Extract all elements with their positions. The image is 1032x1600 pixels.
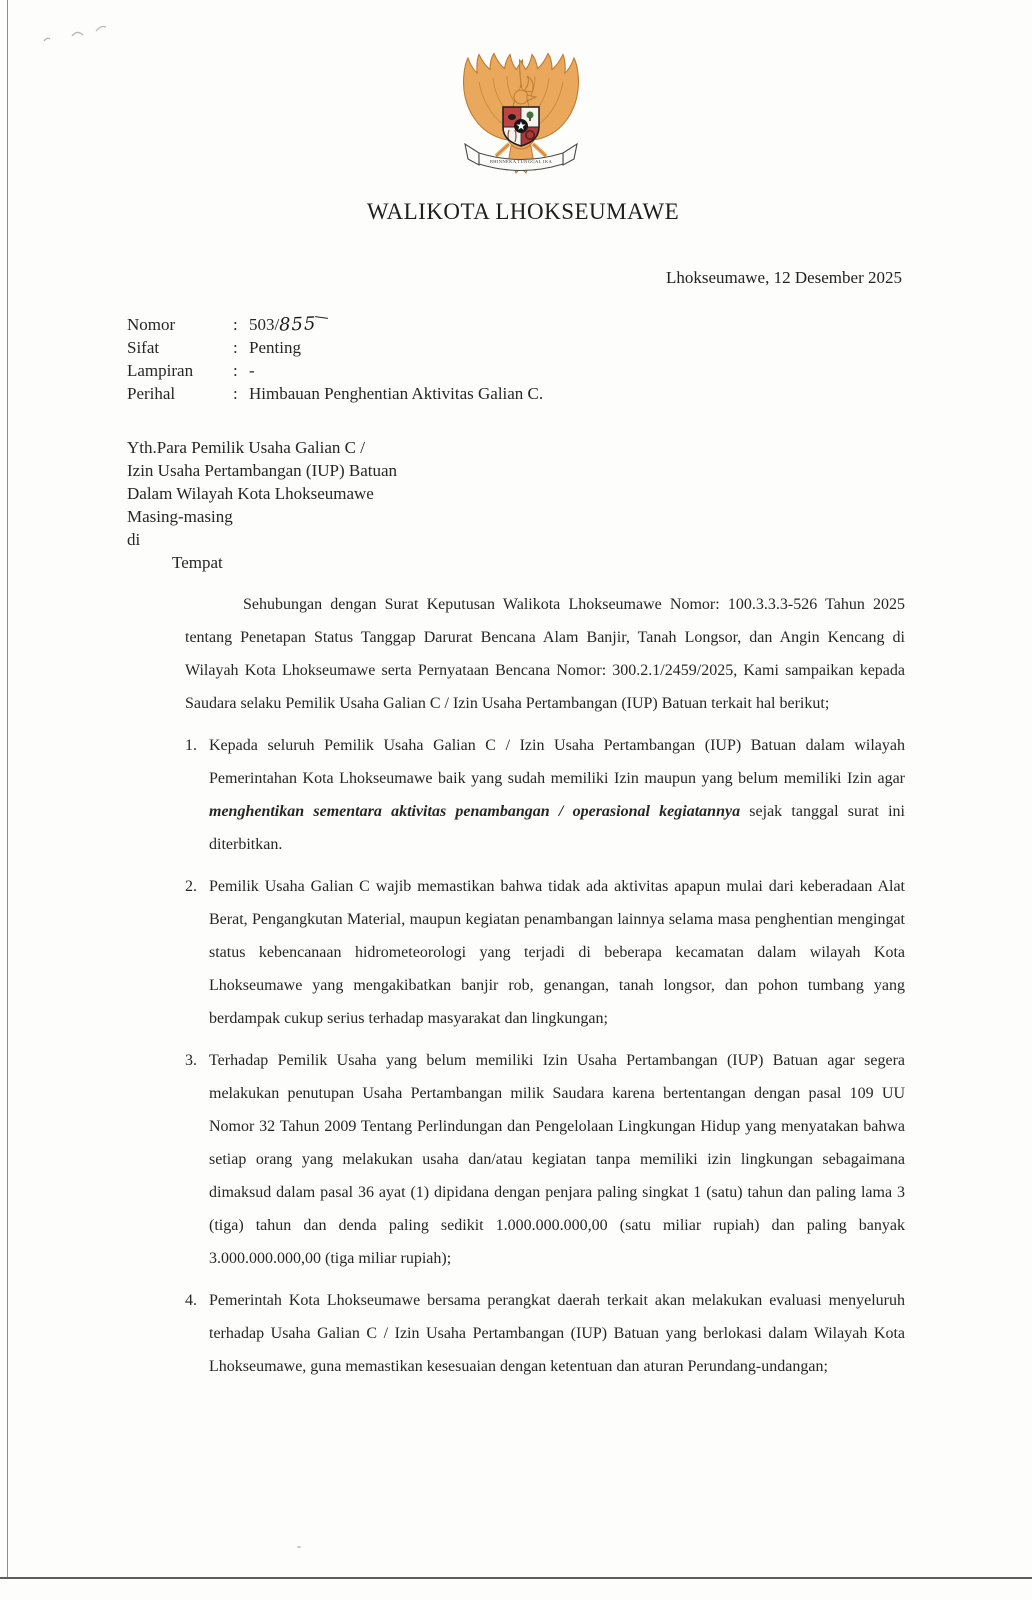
addressee-place: Tempat [172, 553, 223, 572]
meta-colon: : [233, 315, 238, 334]
letter-meta [127, 313, 543, 405]
garuda-pancasila-emblem [455, 52, 587, 186]
meta-value-handwritten: 855 [278, 313, 317, 336]
meta-value: - [249, 361, 255, 380]
item-number: 1. [185, 737, 197, 754]
scan-speck [297, 1546, 301, 1548]
item-number: 3. [185, 1052, 197, 1069]
letterhead-title: WALIKOTA LHOKSEUMAWE [366, 199, 680, 224]
item-1-text-after: sejak tanggal surat ini diterbitkan. [209, 803, 905, 853]
addressee-block [127, 436, 397, 574]
addressee-line: di [127, 530, 141, 549]
meta-colon: : [233, 384, 238, 403]
addressee-line: Izin Usaha Pertambangan (IUP) Batuan [127, 461, 398, 480]
dateline: Lhokseumawe, 12 Desember 2025 [665, 268, 902, 287]
meta-colon: : [233, 338, 238, 357]
addressee-line: Masing-masing [127, 507, 233, 526]
meta-colon: : [233, 361, 238, 380]
item-number: 4. [185, 1292, 197, 1309]
meta-value-typed: 503/ [249, 315, 280, 334]
meta-row-nomor [127, 313, 543, 336]
item-text: Pemilik Usaha Galian C wajib memastikan bahwa tidak ada aktivitas apapun mulai dari keberadaan Alat Berat, Pengangkutan Material, maupun kegiatan penambangan lainnya selama masa penghentian mengingat status kebencanaan hidrometeorologi yang terjadi di beberapa kecamatan dalam wilayah Kota Lhokseumawe yang mengakibatkan banjir rob, genangan, tanah longsor, dan pohon tumbang yang berdampak cukup serius terhadap masyarakat dan lingkungan; [209, 878, 905, 1027]
meta-row-lampiran [127, 359, 543, 382]
meta-row-sifat [127, 336, 543, 359]
letter-body [185, 588, 905, 1383]
item-number: 2. [185, 878, 197, 895]
numbered-item-4 [185, 1284, 905, 1383]
numbered-item-1 [185, 729, 905, 861]
numbered-item-2 [185, 870, 905, 1035]
meta-value: Penting [249, 338, 301, 357]
pencil-marks [36, 22, 128, 54]
item-1-text-before: Kepada seluruh Pemilik Usaha Galian C / Izin Usaha Pertambangan (IUP) Batuan dalam wilayah Pemerintahan Kota Lhokseumawe baik yang sudah memiliki Izin maupun yang belum memiliki Izin agar [209, 737, 905, 787]
item-1-text-emphasis: menghentikan sementara aktivitas penambangan / operasional kegiatannya [209, 803, 741, 820]
handwritten-stroke [313, 316, 327, 327]
opening-paragraph: Sehubungan dengan Surat Keputusan Walikota Lhokseumawe Nomor: 100.3.3.3-526 Tahun 2025 tentang Penetapan Status Tanggap Darurat Bencana Alam Banjir, Tanah Longsor, dan Angin Kencang di Wilayah Kota Lhokseumawe serta Pernyataan Bencana Nomor: 300.2.1/2459/2025, Kami sampaikan kepada Saudara selaku Pemilik Usaha Galian C / Izin Usaha Pertambangan (IUP) Batuan terkait hal berikut; [185, 596, 905, 712]
emblem-scroll-text: BHINNEKA TUNGGAL IKA [489, 159, 553, 164]
scan-edge-left [7, 0, 8, 1578]
meta-label: Nomor [127, 315, 176, 334]
addressee-line: Yth.Para Pemilik Usaha Galian C / [127, 438, 365, 457]
item-text: Terhadap Pemilik Usaha yang belum memiliki Izin Usaha Pertambangan (IUP) Batuan agar segera melakukan penutupan Usaha Pertambangan milik Saudara karena bertentangan dengan pasal 109 UU Nomor 32 Tahun 2009 Tentang Perlindungan dan Pengelolaan Lingkungan Hidup yang menyatakan bahwa setiap orang yang melakukan usaha dan/atau kegiatan tanpa memiliki izin lingkungan sebagaimana dimaksud dalam pasal 36 ayat (1) dipidana dengan penjara paling singkat 1 (satu) tahun dan paling lama 3 (tiga) tahun dan denda paling sedikit 1.000.000.000,00 (satu miliar rupiah) dan paling banyak 3.000.000.000,00 (tiga miliar rupiah); [209, 1052, 905, 1267]
item-text: Pemerintah Kota Lhokseumawe bersama perangkat daerah terkait akan melakukan evaluasi menyeluruh terhadap Usaha Galian C / Izin Usaha Pertambangan (IUP) Batuan yang berlokasi dalam Wilayah Kota Lhokseumawe, guna memastikan kesesuaian dengan ketentuan dan aturan Perundang-undangan; [209, 1292, 905, 1375]
meta-label: Lampiran [127, 361, 194, 380]
meta-row-perihal [127, 382, 543, 405]
numbered-item-3 [185, 1044, 905, 1275]
scan-edge-bottom [0, 1577, 1032, 1579]
item-text [209, 729, 905, 861]
addressee-line: Dalam Wilayah Kota Lhokseumawe [127, 484, 374, 503]
meta-label: Perihal [127, 384, 176, 403]
meta-label: Sifat [127, 338, 160, 357]
meta-value: Himbauan Penghentian Aktivitas Galian C. [249, 384, 544, 403]
